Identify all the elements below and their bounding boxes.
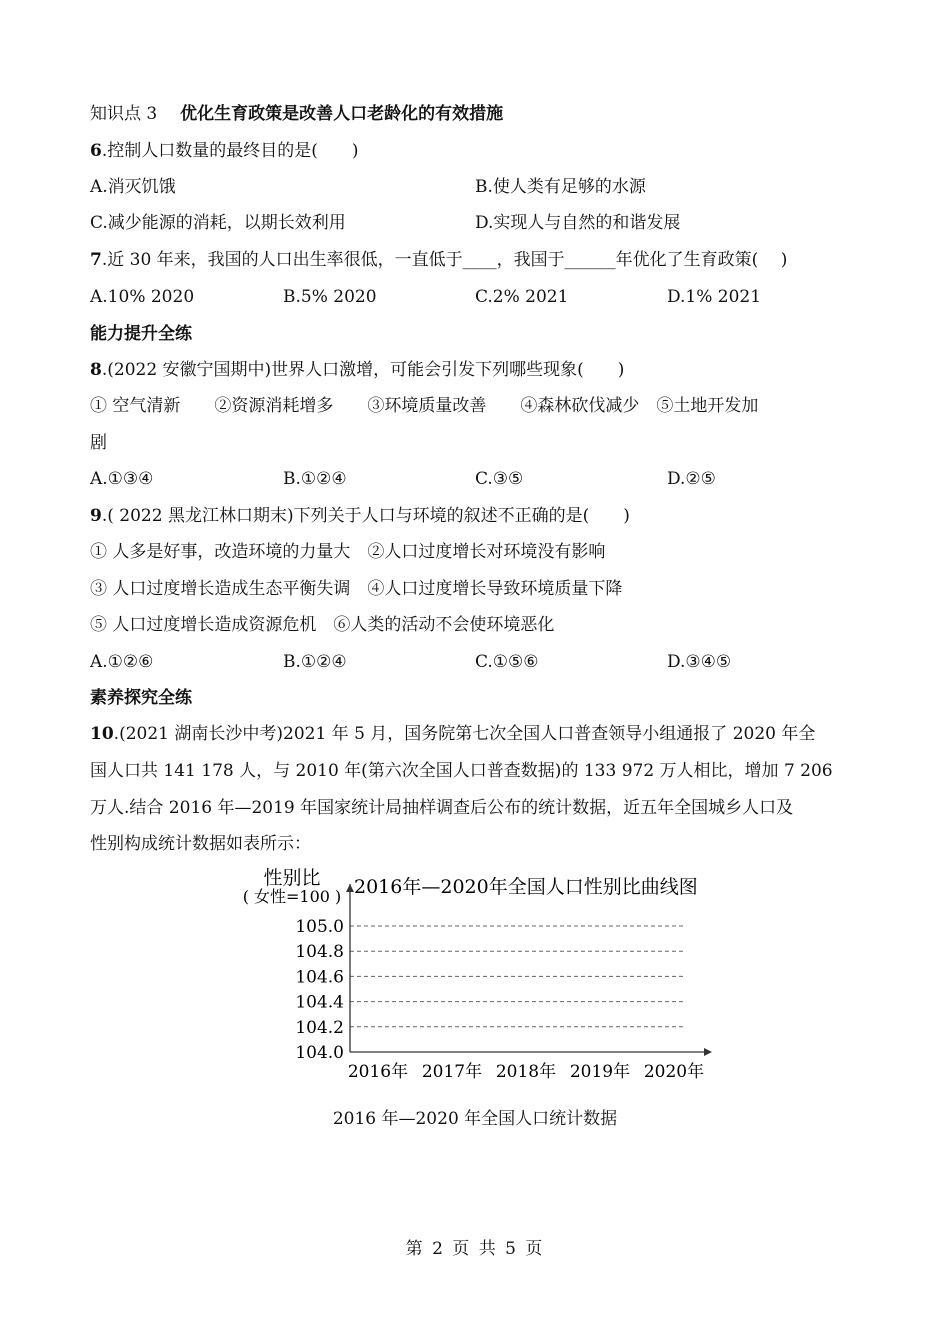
option-c: C.2% 2021 xyxy=(475,287,569,307)
question-6 xyxy=(90,139,359,163)
section-title: 优化生育政策是改善人口老龄化的有效措施 xyxy=(180,104,504,124)
option-b: B.5% 2020 xyxy=(283,287,377,307)
y-tick-label: 104.6 xyxy=(295,967,344,988)
option-c: C.减少能源的消耗，以期长效利用 xyxy=(90,213,346,233)
question-stem: .控制人口数量的最终目的是( ) xyxy=(101,141,359,161)
y-axis-label: 性别比 xyxy=(263,867,321,889)
question-stem: .( 2022 黑龙江林口期末)下列关于人口与环境的叙述不正确的是( ) xyxy=(101,506,630,526)
section-heading xyxy=(90,102,503,126)
question-item: ⑤ 人口过度增长造成资源危机 ⑥人类的活动不会使环境恶化 xyxy=(90,615,555,635)
question-item: ③ 人口过度增长造成生态平衡失调 ④人口过度增长导致环境质量下降 xyxy=(90,579,623,599)
option-d: D.1% 2021 xyxy=(667,287,762,307)
chart-title: 2016年—2020年全国人口性别比曲线图 xyxy=(354,876,698,898)
question-text-line: .(2021 湖南长沙中考)2021 年 5 月，国务院第七次全国人口普查领导小组通报了 2020 年全 xyxy=(113,724,816,744)
question-item: ① 人多是好事，改造环境的力量大 ②人口过度增长对环境没有影响 xyxy=(90,542,606,562)
question-number: 9 xyxy=(90,506,102,526)
chart-caption: 2016 年—2020 年全国人口统计数据 xyxy=(332,1109,618,1129)
section-label: 知识点 3 xyxy=(90,104,158,124)
question-10 xyxy=(90,722,815,746)
question-number: 7 xyxy=(90,250,102,270)
question-items: ① 空气清新 ②资源消耗增多 ③环境质量改善 ④森林砍伐减少 ⑤土地开发加 xyxy=(90,396,759,416)
x-tick-label: 2019年 xyxy=(569,1062,631,1082)
x-axis-arrow xyxy=(704,1048,712,1056)
y-axis-sublabel: ( 女性=100 ) xyxy=(242,887,342,906)
question-text-line: 性别构成统计数据如表所示： xyxy=(90,834,311,854)
option-d: D.实现人与自然的和谐发展 xyxy=(475,213,681,233)
section-heading-literacy: 素养探究全练 xyxy=(90,688,192,708)
y-tick-label: 104.0 xyxy=(295,1043,344,1063)
y-tick-label: 105.0 xyxy=(295,917,344,937)
question-text-line: 国人口共 141 178 人，与 2010 年(第六次全国人口普查数据)的 133 972 万人相比，增加 7 206 xyxy=(90,761,833,781)
option-a: A.10% 2020 xyxy=(90,287,195,307)
question-text-line: 万人.结合 2016 年—2019 年国家统计局抽样调查后公布的统计数据，近五年全国城乡人口及 xyxy=(90,798,794,818)
option-b: B.①②④ xyxy=(283,469,347,489)
question-stem: .近 30 年来，我国的人口出生率很低，一直低于____，我国于______年优化了生育政策( ) xyxy=(101,250,788,270)
page-footer: 第 2 页 共 5 页 xyxy=(405,1239,545,1259)
sex-ratio-chart xyxy=(230,862,720,1092)
option-a: A.①③④ xyxy=(90,469,154,489)
question-number: 8 xyxy=(90,360,102,380)
option-d: D.③④⑤ xyxy=(667,652,732,672)
question-stem: .(2022 安徽宁国期中)世界人口激增，可能会引发下列哪些现象( ) xyxy=(101,360,625,380)
x-tick-label: 2018年 xyxy=(495,1062,557,1082)
question-number: 10 xyxy=(90,724,114,744)
section-heading-ability: 能力提升全练 xyxy=(90,324,192,344)
y-tick-label: 104.8 xyxy=(295,942,344,963)
option-c: C.③⑤ xyxy=(475,469,524,489)
question-number: 6 xyxy=(90,141,102,161)
question-items-cont: 剧 xyxy=(90,433,107,453)
y-tick-label: 104.2 xyxy=(295,1017,344,1038)
x-tick-label: 2016年 xyxy=(347,1062,409,1082)
option-a: A.消灭饥饿 xyxy=(90,177,176,197)
x-tick-label: 2017年 xyxy=(421,1062,483,1082)
option-b: B.使人类有足够的水源 xyxy=(475,177,646,197)
option-c: C.①⑤⑥ xyxy=(475,652,539,672)
option-b: B.①②④ xyxy=(283,652,347,672)
question-7 xyxy=(90,248,787,272)
x-tick-label: 2020年 xyxy=(643,1062,705,1082)
question-8 xyxy=(90,358,624,382)
y-axis-arrow xyxy=(346,884,354,892)
y-tick-label: 104.4 xyxy=(295,992,344,1013)
option-d: D.②⑤ xyxy=(667,469,716,489)
question-9 xyxy=(90,504,630,528)
option-a: A.①②⑥ xyxy=(90,652,154,672)
